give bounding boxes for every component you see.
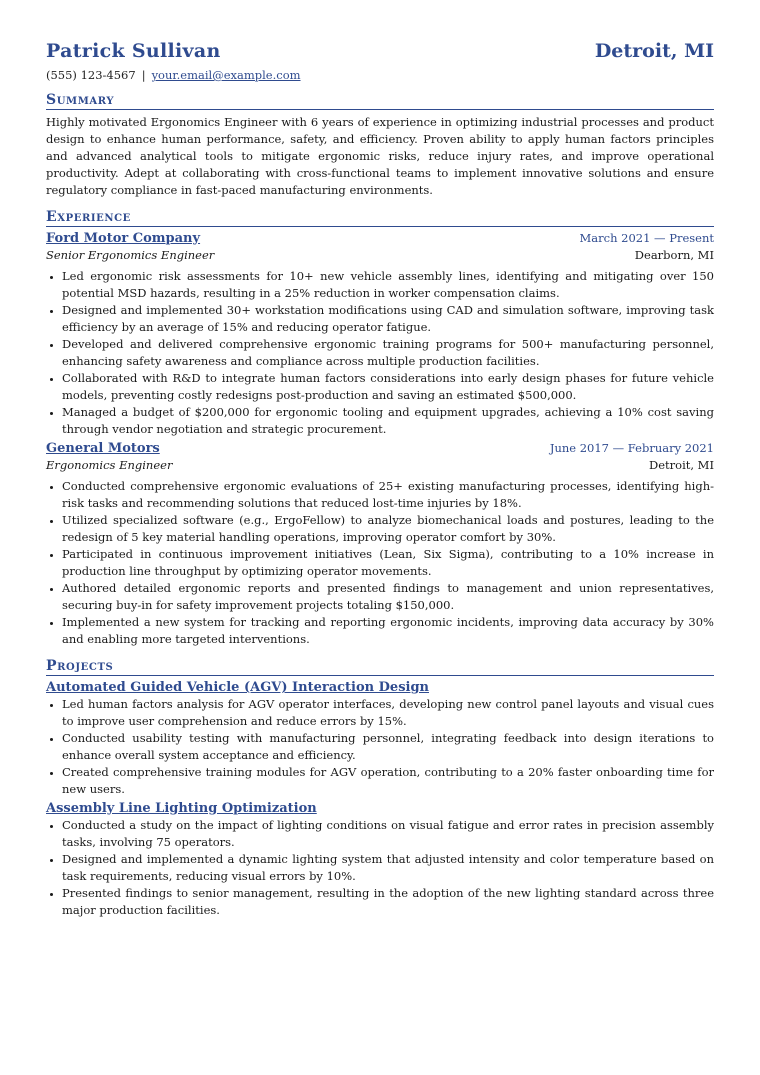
resume-header	[46, 40, 714, 62]
list-item: • Managed a budget of $200,000 for ergonomic tooling and equipment upgrades, achieving a 10% cost saving through vendor negotiation and strategic procurement.	[62, 404, 714, 438]
job-bullets	[46, 478, 714, 648]
company-name[interactable]: General Motors	[46, 441, 160, 456]
job-dates: March 2021 — Present	[579, 231, 714, 245]
list-item: • Developed and delivered comprehensive ergonomic training programs for 500+ manufacturing personnel, enhancing safety awareness and compliance across multiple production facilities.	[62, 336, 714, 370]
email-link[interactable]: your.email@example.com	[151, 68, 301, 82]
project-title[interactable]: Automated Guided Vehicle (AGV) Interaction Design	[46, 680, 429, 695]
list-item: • Authored detailed ergonomic reports and presented findings to management and union representatives, securing buy-in for safety improvement projects totaling $150,000.	[62, 580, 714, 614]
job-entry	[46, 231, 714, 438]
list-item: • Implemented a new system for tracking and reporting ergonomic incidents, improving data accuracy by 30% and enabling more targeted interventions.	[62, 614, 714, 648]
list-item: • Presented findings to senior management, resulting in the adoption of the new lighting standard across three major production facilities.	[62, 885, 714, 919]
job-bullets	[46, 268, 714, 438]
job-role: Ergonomics Engineer	[46, 458, 173, 472]
job-entry	[46, 441, 714, 648]
project-title[interactable]: Assembly Line Lighting Optimization	[46, 801, 317, 816]
experience-heading: Experience	[46, 209, 714, 227]
project-bullets	[46, 696, 714, 798]
summary-text: Highly motivated Ergonomics Engineer with 6 years of experience in optimizing industrial processes and product design to enhance human performance, safety, and efficiency. Proven ability to apply human factors principles and advanced analytical tools to mitigate ergonomic risks, reduce injury rates, and improve operational productivity. Adept at collaborating with cross-functional teams to implement innovative solutions and ensure regulatory compliance in fast-paced manufacturing environments.	[46, 115, 714, 197]
company-name[interactable]: Ford Motor Company	[46, 231, 201, 246]
projects-heading: Projects	[46, 658, 714, 676]
list-item: • Designed and implemented 30+ workstation modifications using CAD and simulation software, improving task efficiency by an average of 15% and reducing operator fatigue.	[62, 302, 714, 336]
list-item: • Conducted usability testing with manufacturing personnel, integrating feedback into design iterations to enhance overall system acceptance and efficiency.	[62, 730, 714, 764]
list-item: • Conducted comprehensive ergonomic evaluations of 25+ existing manufacturing processes, identifying high-risk tasks and recommending solutions that reduced lost-time injuries by 18%.	[62, 478, 714, 512]
list-item: • Led human factors analysis for AGV operator interfaces, developing new control panel layouts and visual cues to improve user comprehension and reduce errors by 15%.	[62, 696, 714, 730]
project-bullets	[46, 817, 714, 919]
project-entry	[46, 680, 714, 798]
project-entry	[46, 801, 714, 919]
list-item: • Conducted a study on the impact of lighting conditions on visual fatigue and error rates in precision assembly tasks, involving 75 operators.	[62, 817, 714, 851]
list-item: • Led ergonomic risk assessments for 10+ new vehicle assembly lines, identifying and mitigating over 150 potential MSD hazards, resulting in a 25% reduction in worker compensation claims.	[62, 268, 714, 302]
contact-line	[46, 68, 714, 82]
job-role: Senior Ergonomics Engineer	[46, 248, 215, 262]
phone-number: (555) 123-4567	[46, 68, 136, 82]
job-location: Detroit, MI	[649, 458, 714, 472]
job-location: Dearborn, MI	[634, 248, 714, 262]
job-dates: June 2017 — February 2021	[549, 441, 714, 455]
list-item: • Collaborated with R&D to integrate human factors considerations into early design phases for future vehicle models, preventing costly redesigns post-production and saving an estimated $500,000.	[62, 370, 714, 404]
list-item: • Participated in continuous improvement initiatives (Lean, Six Sigma), contributing to a 10% increase in production line throughput by optimizing operator movements.	[62, 546, 714, 580]
list-item: • Created comprehensive training modules for AGV operation, contributing to a 20% faster onboarding time for new users.	[62, 764, 714, 798]
candidate-location: Detroit, MI	[594, 40, 714, 62]
list-item: • Designed and implemented a dynamic lighting system that adjusted intensity and color temperature based on task requirements, reducing visual errors by 10%.	[62, 851, 714, 885]
summary-heading: Summary	[46, 92, 714, 110]
list-item: • Utilized specialized software (e.g., ErgoFellow) to analyze biomechanical loads and postures, leading to the redesign of 5 key material handling operations, improving operator comfort by 30%.	[62, 512, 714, 546]
contact-separator: |	[141, 68, 146, 82]
candidate-name: Patrick Sullivan	[46, 40, 221, 62]
